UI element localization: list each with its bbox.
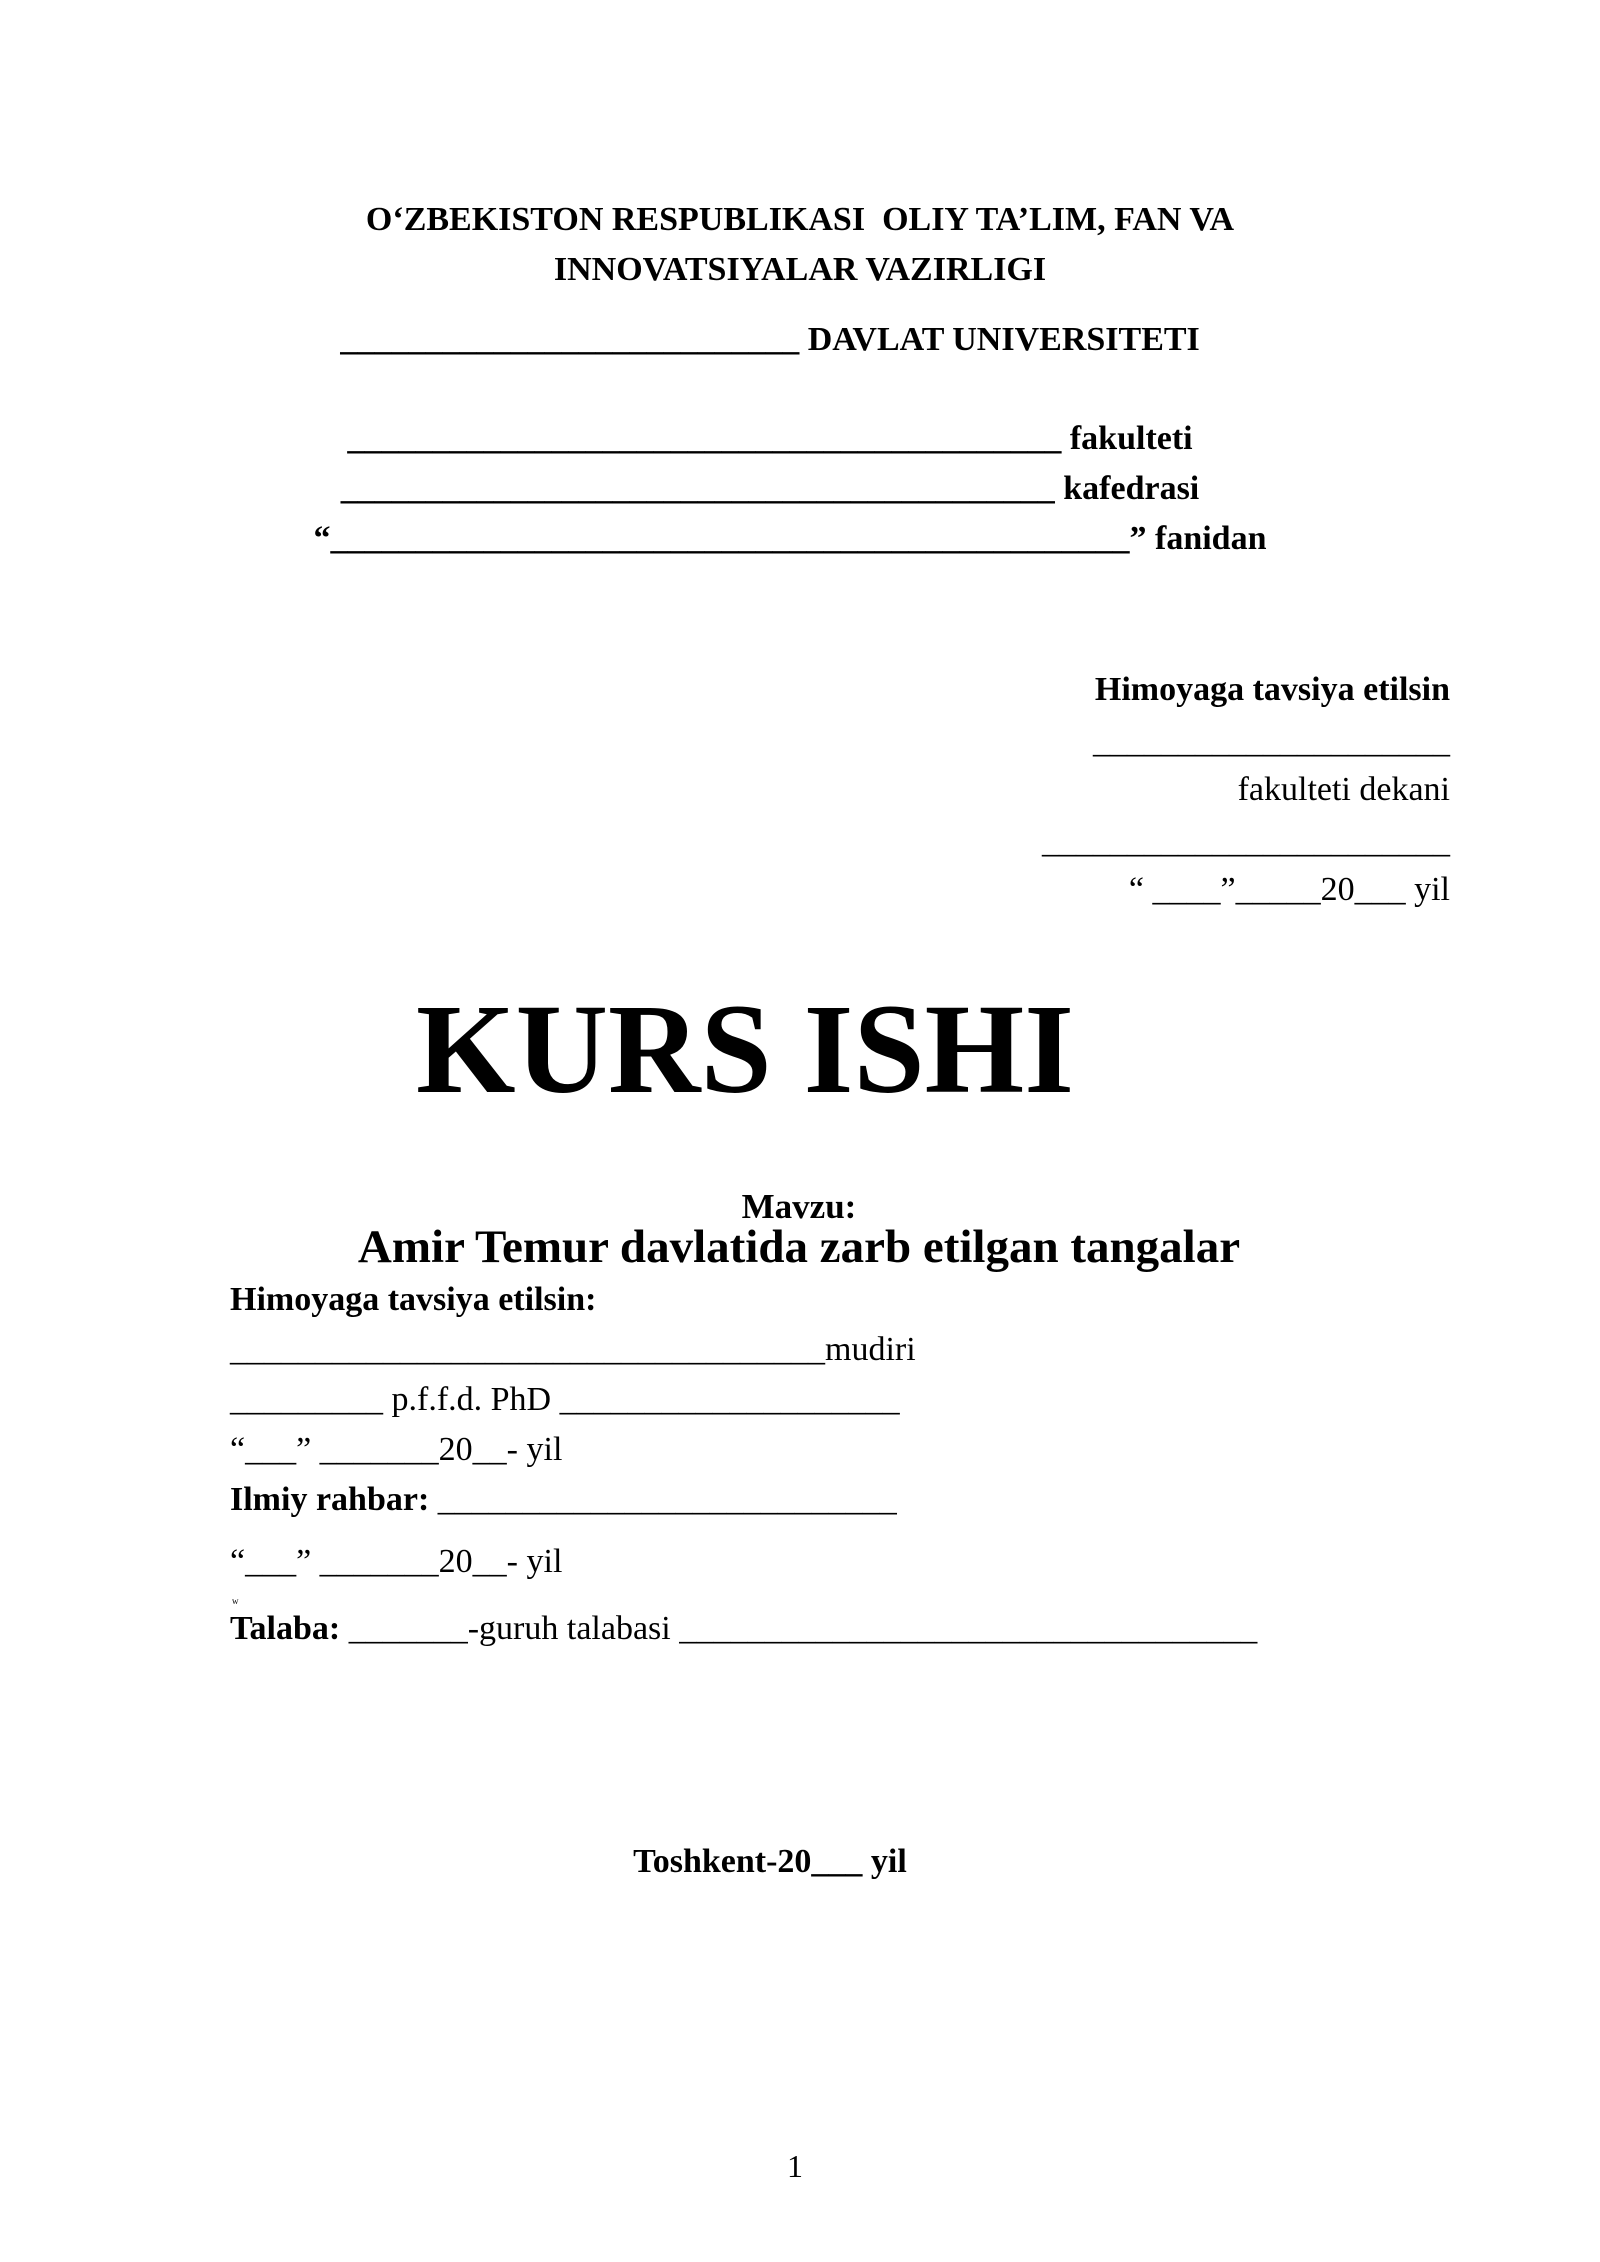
supervisor-date: “___” _______20__- yil (230, 1543, 563, 1580)
university-line: ___________________________ DAVLAT UNIVERSITETI (340, 321, 1200, 358)
ministry-line-1: O‘ZBEKISTON RESPUBLIKASI OLIY TA’LIM, FAN VA (365, 201, 1235, 238)
dean-name-line: ________________________ (1042, 823, 1450, 860)
city-year: Toshkent-20___ yil (633, 1843, 907, 1880)
department-approval-heading: Himoyaga tavsiya etilsin: (230, 1281, 597, 1318)
student-label: Talaba: (230, 1610, 341, 1647)
topic-label: Mavzu: (741, 1187, 857, 1226)
degree-line: _________ p.f.f.d. PhD ____________________ (230, 1381, 900, 1418)
dean-signature-line: _____________________ (1093, 723, 1450, 760)
department-line: __________________________________________ kafedrasi (340, 470, 1200, 507)
supervisor-label: Ilmiy rahbar: (230, 1481, 430, 1518)
page-number: 1 (787, 2148, 803, 2184)
department-head-line: ___________________________________mudiri (230, 1331, 916, 1368)
student-line (230, 1612, 1257, 1646)
small-mark: w (232, 1596, 239, 1606)
department-approval-date: “___” _______20__- yil (230, 1431, 563, 1468)
supervisor-line (230, 1483, 897, 1517)
topic-text: Amir Temur davlatida zarb etilgan tangalar (357, 1221, 1241, 1273)
dean-approval-heading: Himoyaga tavsiya etilsin (1094, 671, 1450, 708)
supervisor-signature-line: ___________________________ (429, 1481, 897, 1518)
subject-line: “_______________________________________________” fanidan (313, 520, 1267, 557)
dean-role: fakulteti dekani (1237, 771, 1450, 808)
dean-approval-date: “ ____”_____20___ yil (1128, 871, 1450, 908)
student-group-line: _______-guruh talabasi __________________________________ (340, 1610, 1258, 1647)
topic-line (0, 1173, 1595, 1271)
document-title: KURS ISHI (416, 978, 1074, 1120)
ministry-line-2: INNOVATSIYALAR VAZIRLIGI (553, 251, 1047, 288)
faculty-line: __________________________________________ fakulteti (347, 420, 1193, 457)
